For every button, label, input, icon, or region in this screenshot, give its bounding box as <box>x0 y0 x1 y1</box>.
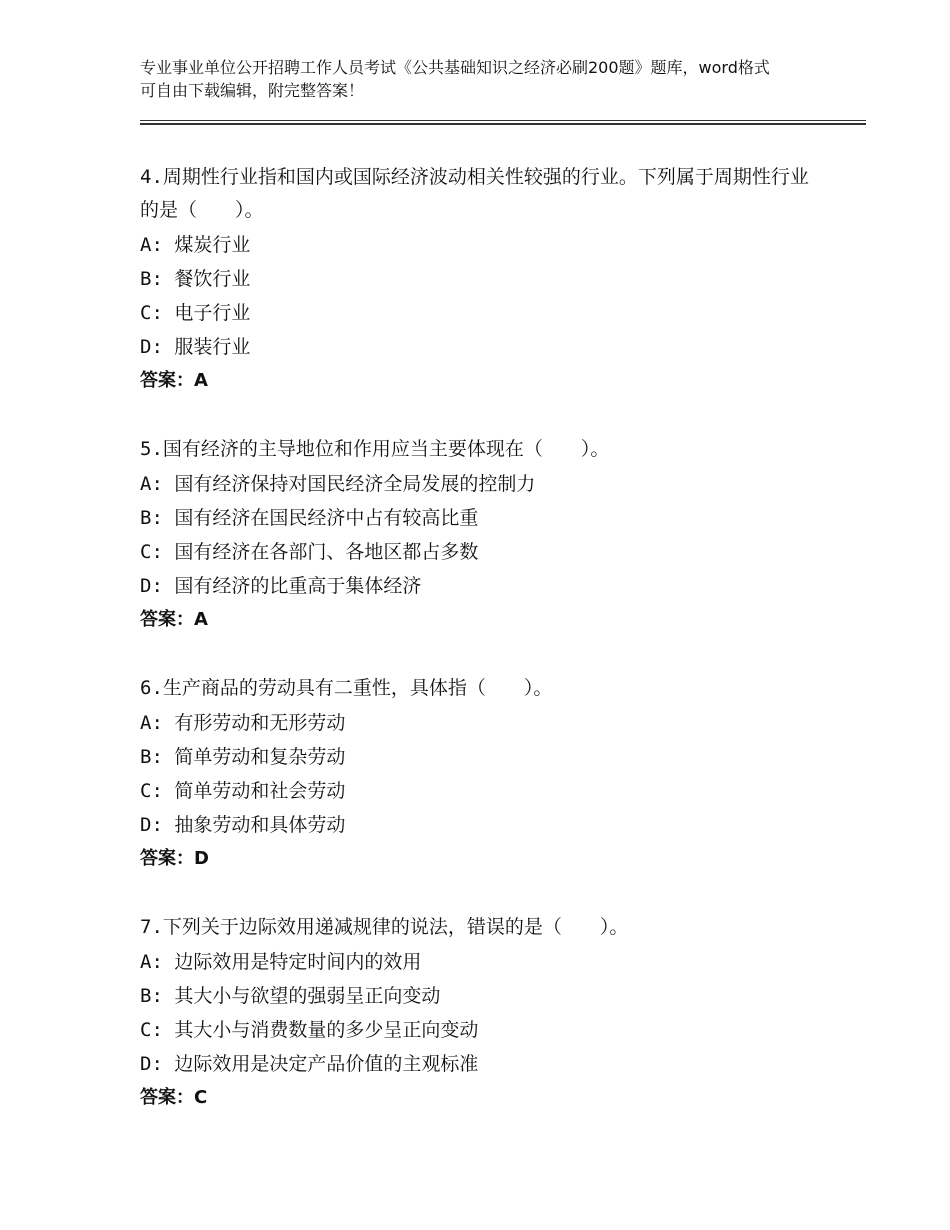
option-d: D: 服装行业 <box>140 336 251 358</box>
option-c: C: 电子行业 <box>140 302 251 324</box>
question-block-4 <box>140 161 820 398</box>
option-b: B: 餐饮行业 <box>140 268 251 290</box>
option-c: C: 其大小与消费数量的多少呈正向变动 <box>140 1019 479 1041</box>
question-block-7 <box>140 911 820 1115</box>
option-d: D: 抽象劳动和具体劳动 <box>140 814 346 836</box>
option-a: A: 边际效用是特定时间内的效用 <box>140 951 422 973</box>
question-text: 6.生产商品的劳动具有二重性，具体指（ ）。 <box>140 677 553 699</box>
answer-line: 答案：A <box>140 370 208 391</box>
option-d: D: 边际效用是决定产品价值的主观标准 <box>140 1053 479 1075</box>
option-c: C: 国有经济在各部门、各地区都占多数 <box>140 541 479 563</box>
question-text: 5.国有经济的主导地位和作用应当主要体现在（ ）。 <box>140 438 610 460</box>
question-text: 7.下列关于边际效用递减规律的说法，错误的是（ ）。 <box>140 916 629 938</box>
option-a: A: 有形劳动和无形劳动 <box>140 712 346 734</box>
question-text: 4.周期性行业指和国内或国际经济波动相关性较强的行业。下列属于周期性行业的是（ ）。 <box>140 166 809 221</box>
option-c: C: 简单劳动和社会劳动 <box>140 780 346 802</box>
option-b: B: 简单劳动和复杂劳动 <box>140 746 346 768</box>
option-d: D: 国有经济的比重高于集体经济 <box>140 575 422 597</box>
option-a: A: 煤炭行业 <box>140 234 251 256</box>
header-divider <box>140 120 866 125</box>
question-block-5 <box>140 433 820 637</box>
option-a: A: 国有经济保持对国民经济全局发展的控制力 <box>140 473 536 495</box>
answer-line: 答案：A <box>140 609 208 630</box>
answer-line: 答案：D <box>140 848 209 869</box>
option-b: B: 国有经济在国民经济中占有较高比重 <box>140 507 479 529</box>
document-header: 专业事业单位公开招聘工作人员考试《公共基础知识之经济必刷200题》题库，word格式可自由下载编辑，附完整答案！ <box>140 58 770 100</box>
option-b: B: 其大小与欲望的强弱呈正向变动 <box>140 985 441 1007</box>
question-block-6 <box>140 672 820 876</box>
answer-line: 答案：C <box>140 1087 208 1108</box>
